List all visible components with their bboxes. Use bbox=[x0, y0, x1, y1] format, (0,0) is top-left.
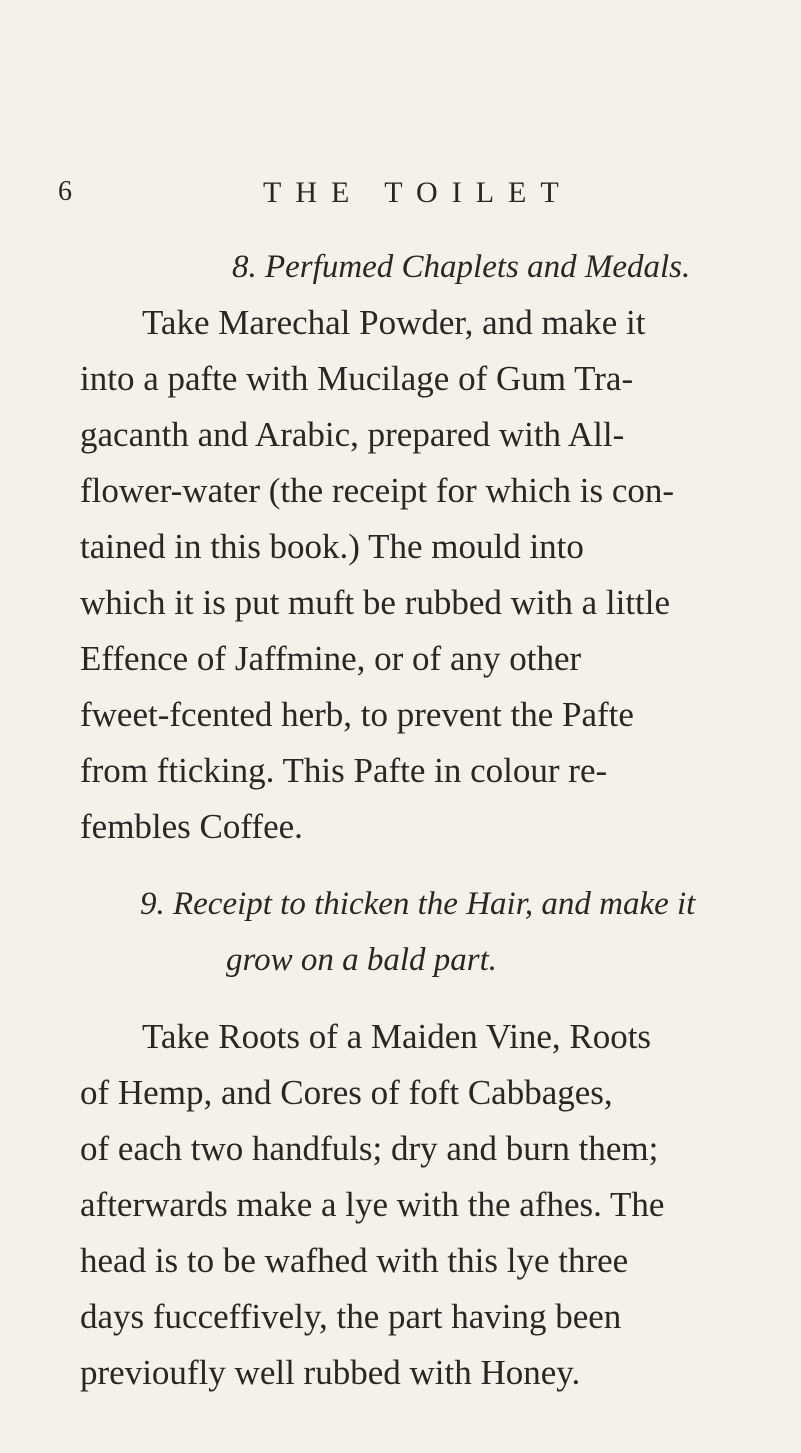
section-8-line: gacanth and Arabic, prepared with All- bbox=[80, 415, 625, 454]
section-8-line: into a pafte with Mucilage of Gum Tra- bbox=[80, 359, 634, 398]
running-head-title: THE TOILET bbox=[263, 176, 573, 209]
section-9-line: days fucceffively, the part having been bbox=[80, 1297, 622, 1336]
section-8-line: flower-water (the receipt for which is con- bbox=[80, 471, 675, 510]
section-9-line: afterwards make a lye with the afhes. The bbox=[80, 1185, 665, 1224]
section-8-line: which it is put muft be rubbed with a little bbox=[80, 583, 671, 622]
section-9-heading-continued: grow on a bald part. bbox=[226, 942, 498, 978]
section-8-line: Effence of Jaffmine, or of any other bbox=[80, 639, 582, 678]
running-head bbox=[58, 176, 758, 216]
section-8-line: from fticking. This Pafte in colour re- bbox=[80, 751, 608, 790]
section-8-line: fembles Coffee. bbox=[80, 807, 303, 846]
section-8-line: tained in this book.) The mould into bbox=[80, 527, 584, 566]
section-9-line: previoufly well rubbed with Honey. bbox=[80, 1353, 581, 1392]
section-9-heading: 9. Receipt to thicken the Hair, and make it bbox=[140, 886, 696, 922]
section-8-heading: 8. Perfumed Chaplets and Medals. bbox=[232, 249, 691, 285]
section-9-line: head is to be wafhed with this lye three bbox=[80, 1241, 629, 1280]
section-8-line: Take Marechal Powder, and make it bbox=[142, 303, 646, 342]
section-9-line: Take Roots of a Maiden Vine, Roots bbox=[142, 1017, 652, 1056]
section-8-line: fweet-fcented herb, to prevent the Pafte bbox=[80, 695, 634, 734]
section-9-line: of Hemp, and Cores of foft Cabbages, bbox=[80, 1073, 613, 1112]
page-number: 6 bbox=[58, 176, 72, 207]
section-9-line: of each two handfuls; dry and burn them; bbox=[80, 1129, 659, 1168]
